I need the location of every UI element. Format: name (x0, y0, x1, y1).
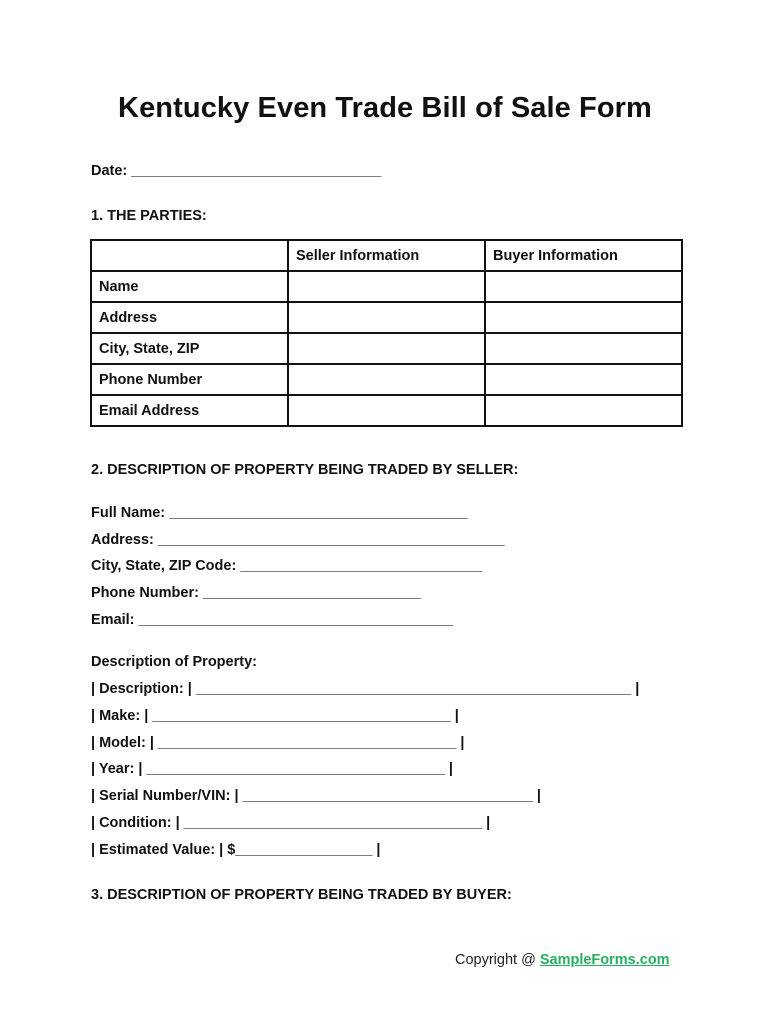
table-row (91, 333, 682, 364)
table-header-seller: Seller Information (288, 240, 485, 271)
copyright-notice (455, 952, 670, 968)
section-buyer-property-heading: 3. DESCRIPTION OF PROPERTY BEING TRADED BY BUYER: (91, 887, 512, 903)
table-header-blank (91, 240, 288, 271)
buyer-email-cell[interactable] (485, 395, 682, 426)
section-seller-property-heading: 2. DESCRIPTION OF PROPERTY BEING TRADED BY SELLER: (91, 462, 519, 478)
copyright-prefix: Copyright @ (455, 952, 540, 968)
seller-email-cell[interactable] (288, 395, 485, 426)
table-row (91, 271, 682, 302)
seller-name-cell[interactable] (288, 271, 485, 302)
seller-address-field[interactable]: Address: ___________________________________________ (91, 532, 505, 548)
table-row (91, 364, 682, 395)
property-description-field[interactable]: | Description: | ______________________________________________________ | (91, 681, 640, 697)
row-label-address: Address (91, 302, 288, 333)
seller-phone-field[interactable]: Phone Number: ___________________________ (91, 585, 421, 601)
parties-table (90, 239, 683, 427)
sampleforms-link[interactable]: SampleForms.com (539, 952, 670, 968)
seller-city-state-zip-field[interactable]: City, State, ZIP Code: ______________________________ (91, 558, 483, 574)
buyer-city-cell[interactable] (485, 333, 682, 364)
buyer-address-cell[interactable] (485, 302, 682, 333)
property-year-field[interactable]: | Year: | _____________________________________ | (91, 761, 453, 777)
seller-full-name-field[interactable]: Full Name: _____________________________________ (91, 505, 468, 521)
seller-phone-cell[interactable] (288, 364, 485, 395)
property-condition-field[interactable]: | Condition: | _____________________________________ | (91, 815, 491, 831)
seller-email-field[interactable]: Email: _______________________________________ (91, 612, 454, 628)
table-row (91, 395, 682, 426)
table-row (91, 302, 682, 333)
row-label-email: Email Address (91, 395, 288, 426)
row-label-phone: Phone Number (91, 364, 288, 395)
property-description-heading: Description of Property: (91, 654, 257, 670)
date-field[interactable]: Date: _______________________________ (91, 163, 382, 179)
property-serial-vin-field[interactable]: | Serial Number/VIN: | ____________________________________ | (91, 788, 541, 804)
buyer-phone-cell[interactable] (485, 364, 682, 395)
buyer-name-cell[interactable] (485, 271, 682, 302)
seller-city-cell[interactable] (288, 333, 485, 364)
row-label-name: Name (91, 271, 288, 302)
property-estimated-value-field[interactable]: | Estimated Value: | $_________________ | (91, 842, 381, 858)
table-header-row (91, 240, 682, 271)
property-make-field[interactable]: | Make: | _____________________________________ | (91, 708, 459, 724)
seller-address-cell[interactable] (288, 302, 485, 333)
property-model-field[interactable]: | Model: | _____________________________________ | (91, 735, 465, 751)
table-header-buyer: Buyer Information (485, 240, 682, 271)
section-parties-heading: 1. THE PARTIES: (91, 208, 207, 224)
row-label-city-state-zip: City, State, ZIP (91, 333, 288, 364)
form-title: Kentucky Even Trade Bill of Sale Form (118, 92, 652, 124)
